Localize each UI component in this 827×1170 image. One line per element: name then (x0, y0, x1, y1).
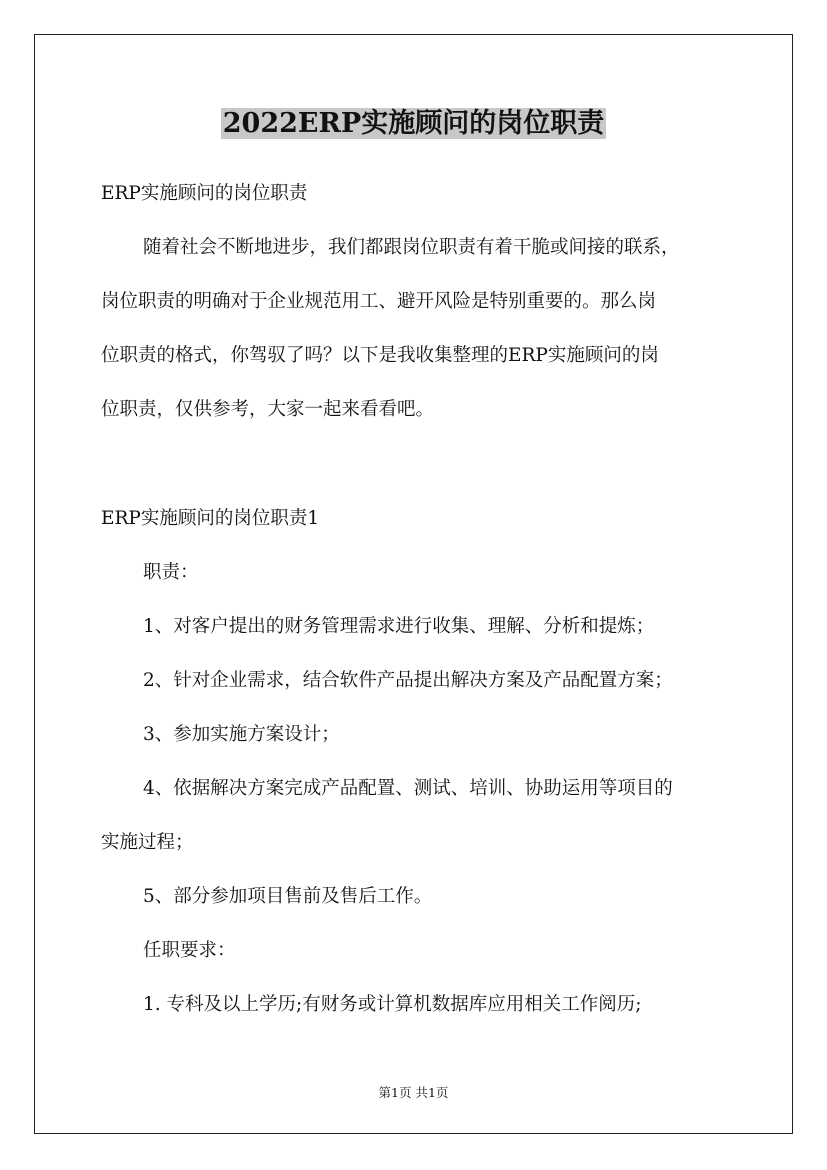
section-heading: ERP实施顾问的岗位职责1 (101, 508, 320, 529)
requirements-label: 任职要求： (143, 940, 236, 961)
duty-item-4: 4、依据解决方案完成产品配置、测试、培训、协助运用等项目的 (143, 778, 673, 799)
duty-item-2: 2、针对企业需求，结合软件产品提出解决方案及产品配置方案； (143, 670, 673, 691)
duty-item-4-continued: 实施过程； (101, 832, 194, 853)
subtitle: ERP实施顾问的岗位职责 (101, 183, 308, 204)
document-title: 2022ERP实施顾问的岗位职责 (222, 108, 605, 139)
duty-item-1: 1、对客户提出的财务管理需求进行收集、理解、分析和提炼； (143, 616, 655, 637)
duty-item-5: 5、部分参加项目售前及售后工作。 (143, 886, 433, 907)
page-footer: 第1页 共1页 (378, 1085, 449, 1100)
intro-line-3: 位职责的格式，你驾驭了吗？以下是我收集整理的ERP实施顾问的岗 (101, 345, 659, 366)
duties-label: 职责： (143, 562, 199, 583)
requirement-item-1: 1. 专科及以上学历;有财务或计算机数据库应用相关工作阅历; (143, 994, 642, 1015)
intro-line-2: 岗位职责的明确对于企业规范用工、避开风险是特别重要的。那么岗 (101, 291, 657, 312)
intro-line-4: 位职责，仅供参考，大家一起来看看吧。 (101, 399, 435, 420)
intro-line-1: 随着社会不断地进步，我们都跟岗位职责有着干脆或间接的联系， (143, 237, 680, 258)
duty-item-3: 3、参加实施方案设计； (143, 724, 340, 745)
